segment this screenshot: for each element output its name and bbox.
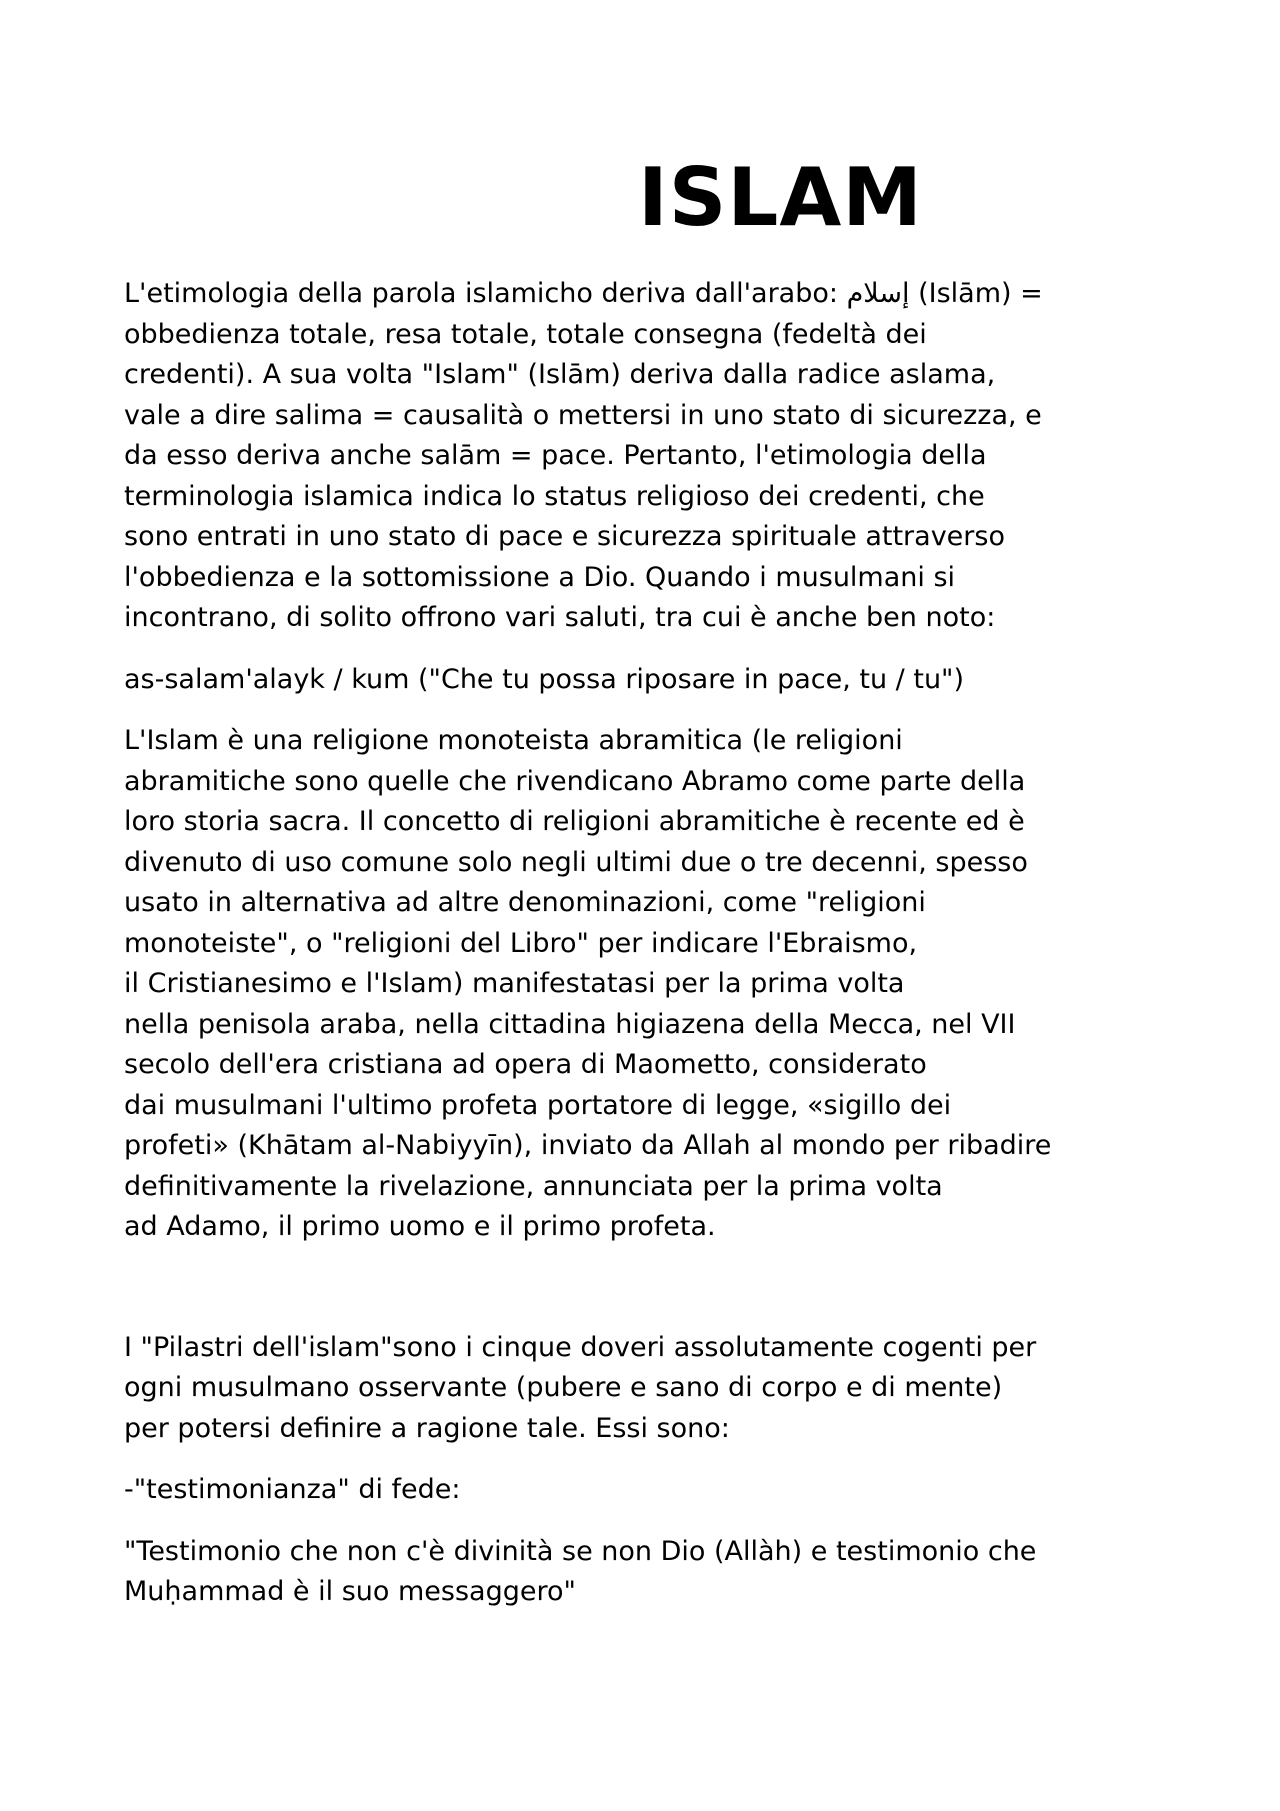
paragraph-pillars: I "Pilastri dell'islam"sono i cinque doveri assolutamente cogenti per ogni musulmano osservante (pubere e sano di corpo e di mente) per potersi definire a ragione tale. Essi sono: xyxy=(124,1331,1037,1444)
paragraph-testimony-heading: -"testimonianza" di fede: xyxy=(124,1474,461,1505)
paragraph-testimony-quote: "Testimonio che non c'è divinità se non Dio (Allàh) e testimonio che Muḥammad è il suo messaggero" xyxy=(124,1535,1037,1607)
paragraph-etymology: L'etimologia della parola islamicho deriva dall'arabo: إسلام (Islām) = obbedienza totale, resa totale, totale consegna (fedeltà dei credenti). A sua volta "Islam" (Islām) deriva dalla radice aslama, vale a dire salima = causalità o mettersi in uno stato di sicurezza, e da esso deriva anche salām = pace. Pertanto, l'etimologia della terminologia islamica indica lo status religioso dei credenti, che sono entrati in uno stato di pace e sicurezza spirituale attraverso l'obbedienza e la sottomissione a Dio. Quando i musulmani si incontrano, di solito offrono vari saluti, tra cui è anche ben noto: xyxy=(124,278,1043,633)
paragraph-abrahamic-religion: L'Islam è una religione monoteista abramitica (le religioni abramitiche sono quelle che rivendicano Abramo come parte della loro storia sacra. Il concetto di religioni abramitiche è recente ed è divenuto di uso comune solo negli ultimi due o tre decenni, spesso usato in alternativa ad altre denominazioni, come "religioni monoteiste", o "religioni del Libro" per indicare l'Ebraismo, il Cristianesimo e l'Islam) manifestatasi per la prima volta nella penisola araba, nella cittadina higiazena della Mecca, nel VII secolo dell'era cristiana ad opera di Maometto, considerato dai musulmani l'ultimo profeta portatore di legge, «sigillo dei profeti» (Khātam al-Nabiyyīn), inviato da Allah al mondo per ribadire definitivamente la rivelazione, annunciata per la prima volta ad Adamo, il primo uomo e il primo profeta. xyxy=(124,725,1052,1242)
paragraph-greeting: as-salam'alayk / kum ("Che tu possa riposare in pace, tu / tu") xyxy=(124,663,965,695)
document-title: ISLAM xyxy=(638,151,923,244)
document-body xyxy=(124,274,1204,1613)
